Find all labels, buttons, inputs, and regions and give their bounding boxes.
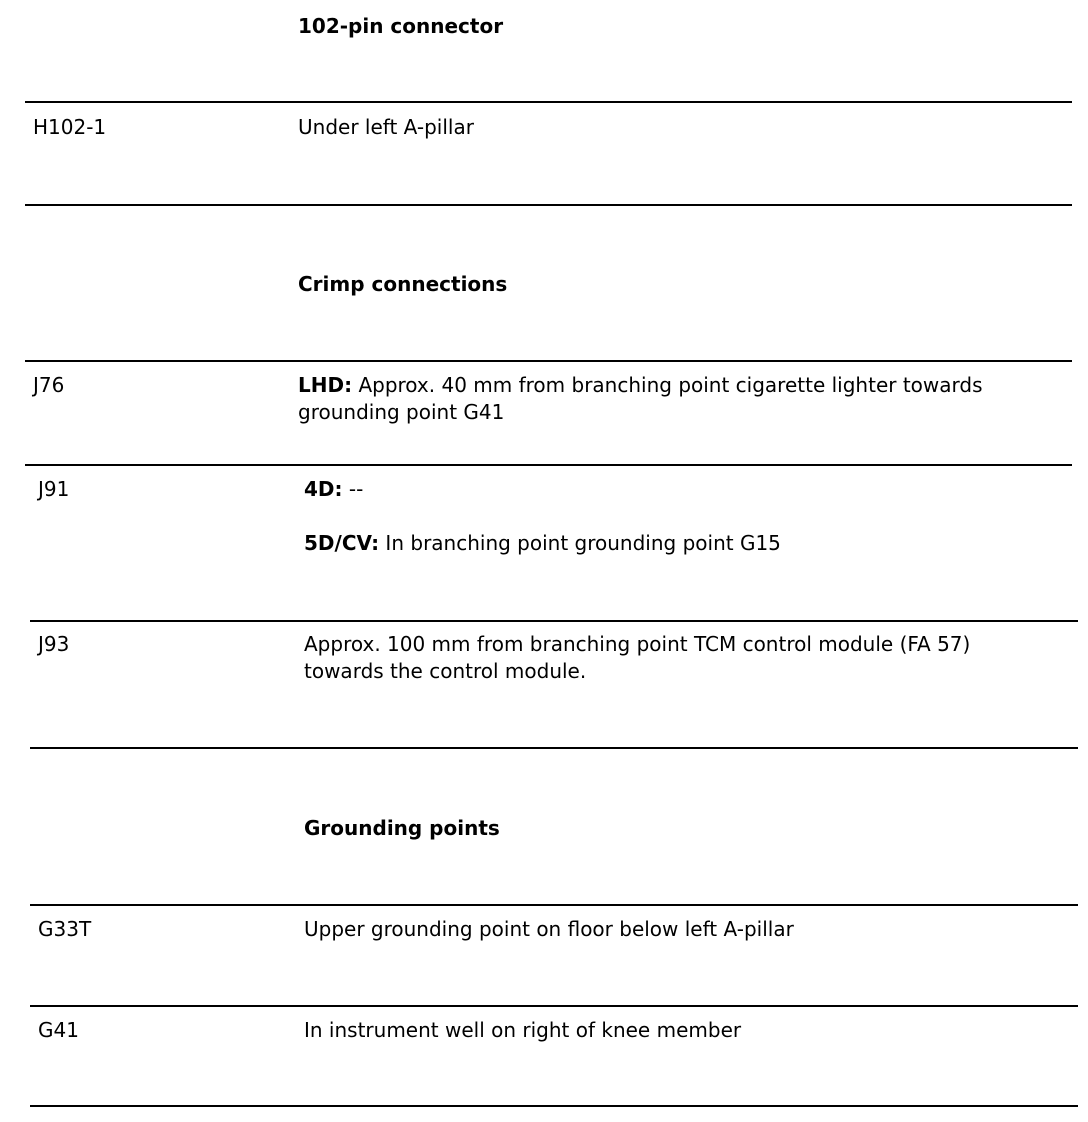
section-heading-crimp: Crimp connections xyxy=(298,272,508,296)
section-heading-connector: 102-pin connector xyxy=(298,14,504,38)
table-rule xyxy=(25,464,1072,466)
row-code-g41: G41 xyxy=(38,1018,79,1042)
table-rule xyxy=(25,360,1072,362)
row-location-g41: In instrument well on right of knee member xyxy=(304,1018,742,1042)
row-location-j93: Approx. 100 mm from branching point TCM control module (FA 57) xyxy=(304,632,971,656)
lhd-label: LHD: xyxy=(298,373,353,397)
row-code-j93: J93 xyxy=(38,632,70,656)
table-rule xyxy=(30,1005,1078,1007)
5d-cv-text: In branching point grounding point G15 xyxy=(379,531,781,555)
row-code-g33t: G33T xyxy=(38,917,92,941)
row-location-j91-5d xyxy=(304,530,781,557)
table-rule xyxy=(25,101,1072,103)
row-code-j91: J91 xyxy=(38,477,70,501)
table-rule xyxy=(30,620,1078,622)
4d-text: -- xyxy=(342,477,364,501)
row-code-j76: J76 xyxy=(33,373,65,397)
section-heading-grounding: Grounding points xyxy=(304,816,500,840)
lhd-text: Approx. 40 mm from branching point cigarette lighter towards xyxy=(352,373,983,397)
table-rule xyxy=(25,204,1072,206)
table-rule xyxy=(30,1105,1078,1107)
row-location-h102-1: Under left A-pillar xyxy=(298,115,474,139)
table-rule xyxy=(30,747,1078,749)
table-rule xyxy=(30,904,1078,906)
row-location-g33t: Upper grounding point on floor below left A-pillar xyxy=(304,917,794,941)
row-location-j93-line2: towards the control module. xyxy=(304,659,587,683)
row-location-j76-line2: grounding point G41 xyxy=(298,400,505,424)
row-location-j76 xyxy=(298,372,983,399)
row-location-j91-4d xyxy=(304,476,363,503)
5d-cv-label: 5D/CV: xyxy=(304,531,380,555)
row-code-h102-1: H102-1 xyxy=(33,115,107,139)
4d-label: 4D: xyxy=(304,477,343,501)
